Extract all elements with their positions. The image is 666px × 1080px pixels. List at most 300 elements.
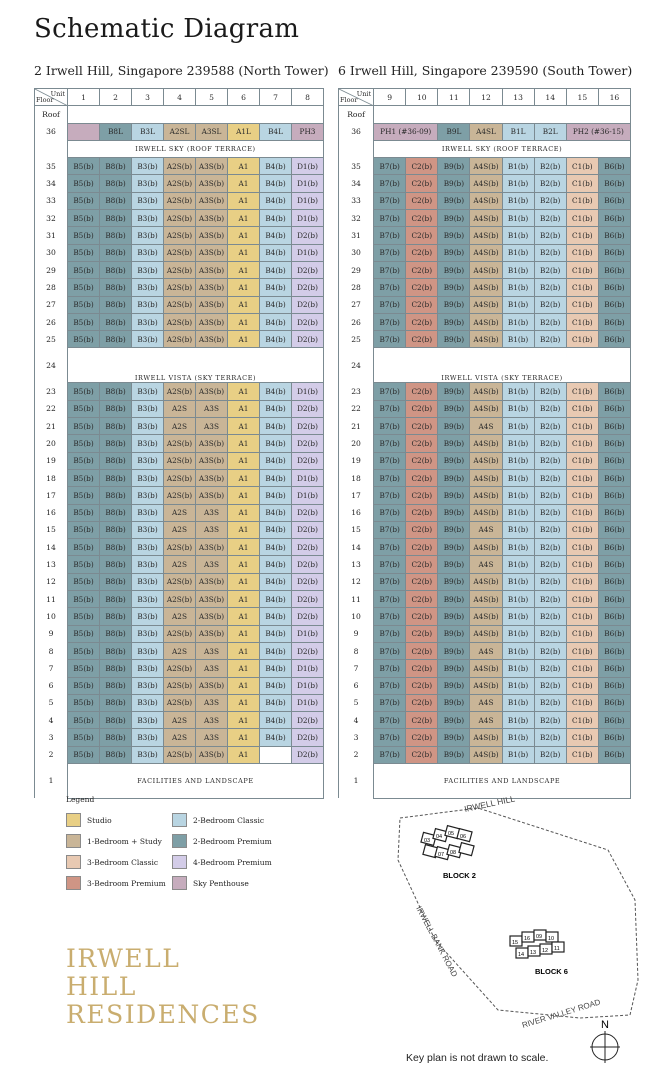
unit-cell: B1(b)	[502, 642, 534, 659]
unit-cell: B1(b)	[502, 175, 534, 192]
floor-label: 34	[339, 175, 374, 192]
unit-cell: B5(b)	[68, 383, 100, 400]
floor-label: 12	[35, 573, 68, 590]
unit-cell: B3(b)	[132, 175, 164, 192]
unit-cell: B8(b)	[100, 244, 132, 261]
unit-cell: B5(b)	[68, 469, 100, 486]
unit-cell: B6(b)	[598, 469, 630, 486]
floor-label: 14	[339, 539, 374, 556]
unit-cell: D1(b)	[292, 158, 324, 175]
unit-cell: C1(b)	[566, 746, 598, 763]
unit-number-header: 16	[598, 89, 630, 106]
unit-cell: B3(b)	[132, 504, 164, 521]
unit-cell: D2(b)	[292, 452, 324, 469]
unit-cell: B5(b)	[68, 227, 100, 244]
floor-label: 12	[339, 573, 374, 590]
unit-cell: B9(b)	[438, 331, 470, 348]
road-label-irwell-bank: IRWELL BANK ROAD	[414, 904, 460, 979]
unit-number-header: 15	[566, 89, 598, 106]
unit-cell: A4S(b)	[470, 400, 502, 417]
unit-cell: B1(b)	[502, 452, 534, 469]
unit-cell: C2(b)	[406, 504, 438, 521]
unit-cell: B9(b)	[438, 244, 470, 261]
unit-cell: D2(b)	[292, 712, 324, 729]
unit-cell: B8(b)	[100, 573, 132, 590]
unit-cell: A2S(b)	[164, 192, 196, 209]
floor-label: 26	[35, 313, 68, 330]
unit-cell	[260, 746, 292, 763]
unit-cell: A3S(b)	[196, 175, 228, 192]
floor-label: 7	[35, 660, 68, 677]
unit-cell: B8L	[100, 123, 132, 140]
unit-cell: C2(b)	[406, 608, 438, 625]
unit-cell: B7(b)	[374, 175, 406, 192]
unit-number-header: 11	[438, 89, 470, 106]
floor-label: 13	[339, 556, 374, 573]
floor-label: 28	[35, 279, 68, 296]
unit-cell: A2S(b)	[164, 469, 196, 486]
svg-text:10: 10	[548, 936, 555, 942]
unit-cell: B2(b)	[534, 556, 566, 573]
unit-cell: B7(b)	[374, 192, 406, 209]
unit-cell: A4S(b)	[470, 539, 502, 556]
unit-cell: B7(b)	[374, 210, 406, 227]
unit-cell: C1(b)	[566, 625, 598, 642]
unit-cell: B2(b)	[534, 158, 566, 175]
unit-cell: B7(b)	[374, 158, 406, 175]
unit-cell: B4(b)	[260, 158, 292, 175]
unit-cell: C2(b)	[406, 279, 438, 296]
unit-cell: B9(b)	[438, 591, 470, 608]
unit-cell: A2S(b)	[164, 296, 196, 313]
legend-label: 3-Bedroom Classic	[87, 857, 159, 867]
unit-cell: B6(b)	[598, 729, 630, 746]
unit-cell: B2(b)	[534, 504, 566, 521]
unit-cell: A1	[228, 452, 260, 469]
unit-cell: C1(b)	[566, 261, 598, 278]
unit-cell: B6(b)	[598, 694, 630, 711]
unit-cell: B4(b)	[260, 331, 292, 348]
unit-cell: B4(b)	[260, 261, 292, 278]
unit-cell: A1	[228, 591, 260, 608]
unit-cell: C2(b)	[406, 573, 438, 590]
unit-cell: B2(b)	[534, 210, 566, 227]
brand-logo	[66, 945, 260, 1029]
unit-cell: D1(b)	[292, 175, 324, 192]
block-6	[510, 930, 568, 976]
svg-text:05: 05	[448, 831, 455, 837]
brand-line-2: HILL	[66, 972, 137, 1001]
unit-cell: C2(b)	[406, 625, 438, 642]
floor-label: 25	[35, 331, 68, 348]
unit-cell: A4S(b)	[470, 487, 502, 504]
floor-label-24: 24	[35, 348, 68, 383]
unit-cell: A4S	[470, 642, 502, 659]
unit-cell: C2(b)	[406, 642, 438, 659]
page-title: Schematic Diagram	[34, 14, 300, 44]
floor-label: 35	[35, 158, 68, 175]
svg-text:08: 08	[450, 850, 457, 856]
legend-item	[172, 834, 272, 848]
facilities-band: FACILITIES AND LANDSCAPE	[68, 763, 324, 798]
south-tower-title: 6 Irwell Hill, Singapore 239590 (South Tower)	[338, 63, 633, 78]
unit-cell: B2(b)	[534, 296, 566, 313]
unit-cell: B8(b)	[100, 261, 132, 278]
unit-cell: B4(b)	[260, 279, 292, 296]
unit-cell: B7(b)	[374, 608, 406, 625]
unit-cell: B3(b)	[132, 469, 164, 486]
unit-cell: A1	[228, 175, 260, 192]
unit-cell: B3(b)	[132, 296, 164, 313]
unit-cell: B7(b)	[374, 244, 406, 261]
unit-cell: A3S(b)	[196, 383, 228, 400]
unit-cell: B1(b)	[502, 192, 534, 209]
legend-swatch	[172, 855, 187, 869]
unit-cell: A2SL	[164, 123, 196, 140]
unit-cell: B1(b)	[502, 227, 534, 244]
unit-cell: C2(b)	[406, 313, 438, 330]
unit-cell: B8(b)	[100, 469, 132, 486]
unit-cell: D2(b)	[292, 539, 324, 556]
unit-cell: B1(b)	[502, 296, 534, 313]
unit-cell: B3(b)	[132, 331, 164, 348]
unit-cell: B1(b)	[502, 210, 534, 227]
unit-cell: C1(b)	[566, 729, 598, 746]
unit-cell: C2(b)	[406, 712, 438, 729]
keyplan-scale-note: Key plan is not drawn to scale.	[406, 1052, 549, 1064]
unit-cell: A4S(b)	[470, 677, 502, 694]
unit-cell: B9(b)	[438, 313, 470, 330]
svg-text:09: 09	[536, 934, 543, 940]
unit-cell: B7(b)	[374, 435, 406, 452]
unit-cell: B1(b)	[502, 539, 534, 556]
unit-cell: B2(b)	[534, 279, 566, 296]
unit-cell: C1(b)	[566, 227, 598, 244]
unit-cell: B8(b)	[100, 660, 132, 677]
floor-label: 32	[339, 210, 374, 227]
unit-cell: B6(b)	[598, 210, 630, 227]
floor-label: 33	[339, 192, 374, 209]
unit-cell: A3S(b)	[196, 746, 228, 763]
unit-cell: D2(b)	[292, 279, 324, 296]
unit-number-header: 6	[228, 89, 260, 106]
unit-cell: A3S	[196, 556, 228, 573]
svg-text:13: 13	[530, 950, 537, 956]
unit-cell: B7(b)	[374, 469, 406, 486]
legend-item	[66, 855, 158, 869]
unit-cell: B6(b)	[598, 712, 630, 729]
unit-cell: C1(b)	[566, 210, 598, 227]
unit-cell: B7(b)	[374, 313, 406, 330]
unit-cell: B6(b)	[598, 418, 630, 435]
unit-cell: B8(b)	[100, 435, 132, 452]
unit-cell: A1	[228, 746, 260, 763]
unit-cell: B8(b)	[100, 158, 132, 175]
unit-cell: B7(b)	[374, 539, 406, 556]
unit-cell: B9(b)	[438, 625, 470, 642]
unit-cell: A3S(b)	[196, 158, 228, 175]
floor-label-roof: Roof	[339, 106, 374, 123]
unit-cell: A3S	[196, 418, 228, 435]
svg-text:BLOCK 2: BLOCK 2	[443, 871, 476, 880]
unit-cell: B2(b)	[534, 192, 566, 209]
unit-cell: A2S(b)	[164, 261, 196, 278]
unit-cell: B6(b)	[598, 746, 630, 763]
unit-cell: A4S(b)	[470, 331, 502, 348]
unit-cell: A2S(b)	[164, 660, 196, 677]
unit-cell: D2(b)	[292, 591, 324, 608]
unit-cell: B7(b)	[374, 660, 406, 677]
unit-cell: A1	[228, 487, 260, 504]
unit-cell: B6(b)	[598, 175, 630, 192]
unit-cell: B8(b)	[100, 383, 132, 400]
unit-cell: B5(b)	[68, 435, 100, 452]
unit-cell: B7(b)	[374, 677, 406, 694]
unit-cell: D1(b)	[292, 625, 324, 642]
unit-cell: B2(b)	[534, 383, 566, 400]
unit-cell: A2S(b)	[164, 244, 196, 261]
unit-cell: B2(b)	[534, 625, 566, 642]
unit-cell: C2(b)	[406, 487, 438, 504]
unit-cell: A1	[228, 400, 260, 417]
unit-cell: D2(b)	[292, 418, 324, 435]
floor-label: 23	[35, 383, 68, 400]
unit-cell: D1(b)	[292, 210, 324, 227]
unit-cell: D2(b)	[292, 504, 324, 521]
unit-cell: A2S(b)	[164, 487, 196, 504]
unit-cell: A1	[228, 244, 260, 261]
floor-label-1: 1	[35, 763, 68, 798]
unit-cell: A1	[228, 296, 260, 313]
unit-cell: B4(b)	[260, 210, 292, 227]
unit-cell: B8(b)	[100, 279, 132, 296]
unit-cell: A4S	[470, 694, 502, 711]
legend-item	[172, 855, 272, 869]
unit-cell: B8(b)	[100, 591, 132, 608]
unit-cell: B2(b)	[534, 729, 566, 746]
unit-cell: C1(b)	[566, 244, 598, 261]
unit-cell: B5(b)	[68, 539, 100, 556]
floor-label: 30	[35, 244, 68, 261]
unit-cell: B8(b)	[100, 210, 132, 227]
unit-cell: B2(b)	[534, 694, 566, 711]
unit-cell: B6(b)	[598, 158, 630, 175]
unit-cell: B2(b)	[534, 435, 566, 452]
unit-cell: B9(b)	[438, 660, 470, 677]
floor-label: 14	[35, 539, 68, 556]
floor-label: 5	[35, 694, 68, 711]
unit-cell: A4S(b)	[470, 573, 502, 590]
unit-cell: B4L	[260, 123, 292, 140]
floor-label: 27	[35, 296, 68, 313]
floor-label: 20	[35, 435, 68, 452]
north-tower-schematic	[34, 88, 324, 799]
floor-label: 34	[35, 175, 68, 192]
unit-cell: B2(b)	[534, 313, 566, 330]
north-tower-title: 2 Irwell Hill, Singapore 239588 (North Tower)	[34, 63, 329, 78]
unit-cell: B9(b)	[438, 746, 470, 763]
unit-cell: B9(b)	[438, 210, 470, 227]
unit-cell: B3(b)	[132, 573, 164, 590]
unit-cell: A3S(b)	[196, 244, 228, 261]
unit-cell: A2S(b)	[164, 435, 196, 452]
unit-cell: B5(b)	[68, 608, 100, 625]
unit-cell: B4(b)	[260, 435, 292, 452]
floor-label-24: 24	[339, 348, 374, 383]
floor-label: 18	[35, 469, 68, 486]
unit-cell: A4S	[470, 521, 502, 538]
unit-cell: C2(b)	[406, 694, 438, 711]
unit-cell: B8(b)	[100, 712, 132, 729]
unit-cell: A4S(b)	[470, 383, 502, 400]
unit-cell: B3(b)	[132, 556, 164, 573]
unit-cell: B2(b)	[534, 227, 566, 244]
unit-cell: A4S(b)	[470, 452, 502, 469]
unit-cell: B5(b)	[68, 573, 100, 590]
unit-cell: B2(b)	[534, 487, 566, 504]
floor-label: 10	[35, 608, 68, 625]
unit-cell: B6(b)	[598, 296, 630, 313]
floor-label: 6	[339, 677, 374, 694]
unit-number-header: 8	[292, 89, 324, 106]
unit-cell: D2(b)	[292, 556, 324, 573]
unit-cell: D2(b)	[292, 261, 324, 278]
unit-cell: A2S(b)	[164, 694, 196, 711]
unit-cell: A2S	[164, 712, 196, 729]
unit-cell: B4(b)	[260, 608, 292, 625]
svg-text:N: N	[601, 1019, 609, 1031]
unit-cell: A3S	[196, 729, 228, 746]
unit-cell: B7(b)	[374, 729, 406, 746]
unit-cell: B6(b)	[598, 227, 630, 244]
unit-cell: B9(b)	[438, 608, 470, 625]
unit-cell: A4S(b)	[470, 591, 502, 608]
unit-cell: B6(b)	[598, 573, 630, 590]
unit-cell: A2S(b)	[164, 313, 196, 330]
unit-cell: B8(b)	[100, 608, 132, 625]
floor-header-label: Floor	[340, 96, 358, 105]
unit-header-label: Unit	[356, 90, 372, 98]
unit-cell: B6(b)	[598, 261, 630, 278]
unit-cell: B4(b)	[260, 487, 292, 504]
unit-cell: A4S	[470, 556, 502, 573]
floor-label: 7	[339, 660, 374, 677]
unit-cell: A1	[228, 331, 260, 348]
unit-cell: B7(b)	[374, 642, 406, 659]
unit-cell: A3S(b)	[196, 469, 228, 486]
floor-label: 15	[35, 521, 68, 538]
unit-cell: A3S(b)	[196, 261, 228, 278]
unit-cell: A4S(b)	[470, 296, 502, 313]
unit-cell: B4(b)	[260, 313, 292, 330]
unit-cell: A1	[228, 677, 260, 694]
unit-cell: B2(b)	[534, 746, 566, 763]
unit-cell: B3(b)	[132, 383, 164, 400]
unit-cell: B3(b)	[132, 452, 164, 469]
unit-cell: B8(b)	[100, 746, 132, 763]
legend-label: 3-Bedroom Premium	[87, 878, 166, 888]
unit-cell: B1(b)	[502, 261, 534, 278]
sky-vista-band: IRWELL VISTA (SKY TERRACE)	[374, 348, 631, 383]
road-label-river-valley: RIVER VALLEY ROAD	[520, 997, 602, 1030]
unit-cell: B6(b)	[598, 504, 630, 521]
unit-cell: B7(b)	[374, 712, 406, 729]
unit-cell: B3(b)	[132, 694, 164, 711]
legend-item	[172, 876, 249, 890]
unit-cell: B1(b)	[502, 573, 534, 590]
unit-cell: D2(b)	[292, 313, 324, 330]
legend-swatch	[172, 813, 187, 827]
unit-cell: B3(b)	[132, 192, 164, 209]
unit-cell: B4(b)	[260, 521, 292, 538]
unit-cell: C1(b)	[566, 660, 598, 677]
unit-cell: A4S	[470, 712, 502, 729]
legend-label: Sky Penthouse	[193, 878, 249, 888]
unit-cell: B1(b)	[502, 331, 534, 348]
unit-cell: B1(b)	[502, 504, 534, 521]
floor-label: 35	[339, 158, 374, 175]
legend-label: 2-Bedroom Premium	[193, 836, 272, 846]
unit-cell: A4S(b)	[470, 244, 502, 261]
sky-terrace-band: IRWELL SKY (ROOF TERRACE)	[68, 140, 324, 157]
unit-cell: B8(b)	[100, 418, 132, 435]
unit-cell: B5(b)	[68, 521, 100, 538]
unit-cell: B3(b)	[132, 521, 164, 538]
unit-cell: D2(b)	[292, 746, 324, 763]
unit-cell: B1(b)	[502, 158, 534, 175]
unit-cell: A1	[228, 625, 260, 642]
unit-cell: B7(b)	[374, 261, 406, 278]
unit-cell: B1(b)	[502, 400, 534, 417]
unit-cell: A2S(b)	[164, 677, 196, 694]
unit-cell: D2(b)	[292, 608, 324, 625]
unit-cell: B3(b)	[132, 712, 164, 729]
legend-label: Studio	[87, 815, 112, 825]
unit-cell: C1(b)	[566, 452, 598, 469]
unit-cell: A2S(b)	[164, 591, 196, 608]
unit-cell: B6(b)	[598, 383, 630, 400]
unit-cell: B5(b)	[68, 331, 100, 348]
unit-cell: A2S(b)	[164, 383, 196, 400]
unit-cell: B6(b)	[598, 556, 630, 573]
unit-cell: A1	[228, 435, 260, 452]
roof-blank	[68, 106, 324, 123]
unit-cell: B7(b)	[374, 625, 406, 642]
unit-cell: A4S(b)	[470, 746, 502, 763]
unit-cell: B2(b)	[534, 400, 566, 417]
unit-cell: B8(b)	[100, 521, 132, 538]
unit-cell: B2(b)	[534, 677, 566, 694]
unit-cell: D1(b)	[292, 469, 324, 486]
legend-label: 4-Bedroom Premium	[193, 857, 272, 867]
unit-cell: C1(b)	[566, 469, 598, 486]
unit-cell: A3S(b)	[196, 227, 228, 244]
floor-label: 19	[35, 452, 68, 469]
unit-cell: A4S(b)	[470, 729, 502, 746]
unit-cell: B9(b)	[438, 521, 470, 538]
sky-terrace-band: IRWELL SKY (ROOF TERRACE)	[374, 140, 631, 157]
unit-cell: A3S(b)	[196, 296, 228, 313]
unit-cell: B2(b)	[534, 261, 566, 278]
unit-cell: B2(b)	[534, 418, 566, 435]
unit-cell: A2S	[164, 400, 196, 417]
unit-cell: A3S	[196, 400, 228, 417]
unit-cell: B1(b)	[502, 487, 534, 504]
floor-header-label: Floor	[36, 96, 54, 105]
unit-cell: B7(b)	[374, 521, 406, 538]
floor-label: 4	[35, 712, 68, 729]
unit-cell: B1(b)	[502, 383, 534, 400]
